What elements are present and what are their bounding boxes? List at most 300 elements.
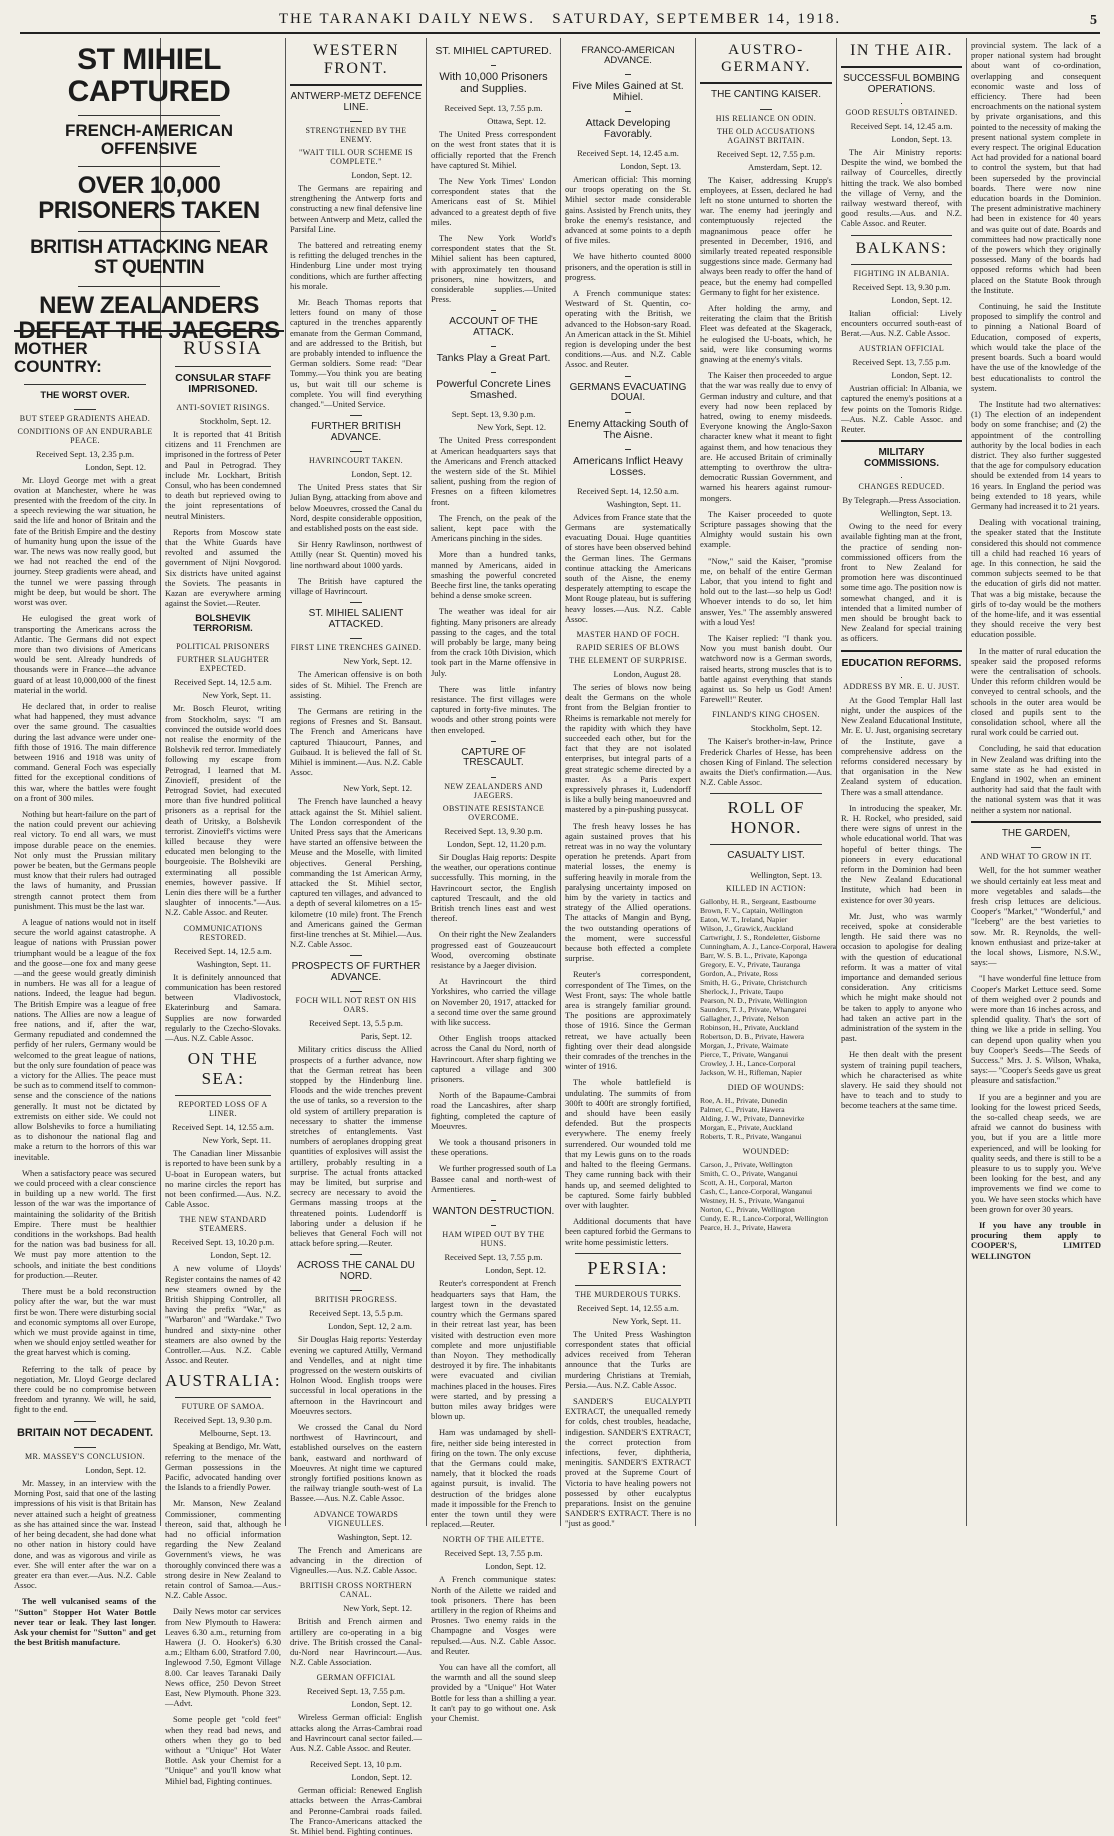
casualty-entry: Cash, C., Lance-Corporal, Wanganui (700, 1186, 813, 1196)
divider (78, 286, 220, 287)
issue-date: SATURDAY, SEPTEMBER 14, 1918. (552, 11, 842, 27)
article-paragraph: Advices from France state that the Germans are systematically evacuating Douai. Huge quantities of stores have been observed behind the German lines. The Germans continue attacking the Americans south of the Aisne, the enemy desperately attempting to escape the Mont Rouge plateau, but is suffering heavy losses.—Aus. N.Z. Cable Assoc. (565, 511, 691, 624)
casualty-entry: Norton, C., Private, Wellington (700, 1204, 795, 1214)
dateline: Melbourne, Sept. 13. (199, 1428, 271, 1439)
divider (625, 376, 631, 377)
britain-not-decadent-head: BRITAIN NOT DECADENT. (16, 1426, 154, 1439)
killed-list (700, 896, 837, 1077)
block-divider (14, 330, 284, 332)
article-paragraph: The Canadian liner Missanbie is reported to have been sunk by a U-boat in European waters, but no marine circles the report has not been confirmed.—Aus. N.Z. Cable Assoc. (165, 1148, 281, 1210)
divider (175, 1397, 271, 1398)
received-line: By Telegraph.—Press Association. (842, 495, 961, 506)
further-advance-head: FURTHER BRITISH ADVANCE. (311, 421, 401, 443)
dateline: London, Sept. 12. (891, 294, 952, 305)
article-paragraph: American official: This morning our troops operating on the St. Mihiel sector made considerable gains. Assisted by French units, they broke the enemy's resistance, and advanced at some points to a depth of five miles. (565, 174, 691, 246)
casualty-entry: Alding, J. W., Private, Dannevirke (700, 1113, 805, 1123)
divider (710, 844, 822, 845)
good-results-head: GOOD RESULTS OBTAINED. (845, 108, 958, 117)
changes-reduced-head: CHANGES REDUCED. (858, 482, 945, 492)
odin-head: HIS RELIANCE ON ODIN. (715, 113, 817, 123)
article-paragraph: Owing to the need for every available fighting man at the front, the practice of sending non-commissioned officers from the front to New Zealand for promotion here was discontinued some time ago. The position now is somewhat changed, and it is intended that a limited number of men should be brought back to New Zealand for special training as officers. (841, 521, 962, 644)
article-paragraph: Reuter's correspondent, correspondent of The Times, on the West Front, says: The whole battle area is strangely familiar ground. The positions are approximately those of 1916. Since the German retreat, we have actually been fighting over their dead alongside their comrades of the trenches in the winter of 1916. (565, 969, 691, 1072)
column-5 (561, 38, 695, 1529)
austro-germany-title: AUSTRO-GERMANY. (721, 42, 811, 75)
article-paragraph: Mr. Beach Thomas reports that letters found on many of those captured in the trenches apparently emanate from the German Command, and are addressed to the British, but are probably intended to influence the German soldiers. Some read: "Dear Tommy.—You think you are beating us, but wait till our scheme is complete. You will find everything changed."—United Service. (290, 297, 422, 410)
what-to-grow-head: AND WHAT TO GROW IN IT. (980, 852, 1092, 862)
casualty-list-head: CASUALTY LIST. (727, 850, 805, 862)
prisoners-supplies-head: With 10,000 Prisoners and Supplies. (439, 71, 548, 95)
dateline: Stockholm, Sept. 12. (199, 416, 271, 427)
loss-of-liner-head: REPORTED LOSS OF A LINER. (178, 1100, 268, 1119)
british-progress-head: BRITISH PROGRESS. (314, 1295, 398, 1305)
attack-developing-head: Attack Developing Favorably. (585, 116, 671, 140)
article-paragraph: The Germans are retiring in the regions of Fresnes and St. Bansaut. The French and Americans have captured Thiaucourt, Pannes, and Guibaud. It is believed the fall of St. Mihiel is imminent.—Aus. N.Z. Cable Assoc. (290, 705, 422, 778)
article-paragraph: The Air Ministry reports: Despite the wind, we bombed the railway of Courcelles, directly hitting the track. We also bombed the village of Verny, and the railway westward thereof, with good results.—Aus. and N.Z. Cable Assoc. and Reuter. (841, 147, 962, 229)
divider (350, 121, 362, 122)
casualty-entry: Saunders, T. J., Private, Whangarei (700, 1004, 807, 1014)
casualty-entry: Smith, C. O., Private, Wanganui (700, 1168, 798, 1178)
article-paragraph: The New York World's correspondent states that the St. Mihiel salient has been captured, with approximately ten thousand prisoners, nine howitzers, and considerable supplies.—United Press. (431, 232, 556, 305)
dateline: London, Sept. 12. (891, 370, 952, 381)
nz-jaegers-head: NEW ZEALANDERS AND JAEGERS. (444, 781, 543, 800)
article-paragraph: Military critics discuss the Allied prospects of a further advance, now that the German retreat has been stopped by the Hindenburg line. Floods and the wide trenches prevent the use of tanks, so a reversion to the old system of artillery preparation is necessary to shatter the immense stretches of entanglements. Vast numbers of aeroplanes dropping great quantities of explosives will assist the artillery, probably resulting in a surprise. The actual fronts attacked may be limited, but surprise and secrecy are necessary to avoid the Germans massing troops at the threatened points. Ludendorff is laboring under a delusion if he believes that General Foch will not attack before spring.—Reuter. (290, 1044, 422, 1249)
column-6 (696, 38, 836, 1526)
casualty-entry: Cartwright, J. S., Rondeletter, Gisborne (700, 932, 821, 942)
article-paragraph: British and French airmen and artillery are co-operating in a big drive. The British crossed the Canal-du-Nord near Havrincourt.—Aus. N.Z. Cable Association. (290, 1616, 422, 1668)
first-line-head: FIRST LINE TRENCHES GAINED. (290, 643, 422, 653)
divider (350, 415, 362, 416)
article-paragraph: Sir Douglas Haig reports: Yesterday evening we captured Attilly, Vermand and Vendelles, and at night time progressed on the western outskirts of Holnon Wood. English troops were successful in local operations in the afternoon in the Havrincourt and Moeuvres sectors. (290, 1334, 422, 1416)
dateline: London, Sept. 12, 11.20 p.m. (447, 838, 546, 849)
dateline: London, Sept. 12. (351, 469, 412, 480)
article-paragraph: German official: Renewed English attacks between the Arras-Cambrai and Peronne-Cambrai roads failed. The Franco-Americans attacked the St. Mihiel bend. Fighting continues. (290, 1785, 422, 1836)
article-paragraph: Concluding, he said that education in New Zealand was drifting into the same state as he had existed in England in 1902, when an eminent authority had said that the fault with the national system was that it was neither a system nor national. (971, 743, 1101, 815)
dateline: London, Sept. 12. (351, 1699, 412, 1710)
standard-steamers-head: THE NEW STANDARD STEAMERS. (179, 1215, 267, 1234)
divider (74, 1447, 96, 1448)
casualty-entry: Morgan, J., Private, Waimate (700, 1040, 789, 1050)
received-line: Received Sept. 13, 2.35 p.m. (36, 448, 134, 459)
received-line: Received Sept. 13, 10.20 p.m. (171, 1237, 275, 1248)
received-line: Received Sept. 13, 9.30 p.m. (174, 1415, 272, 1426)
military-commissions-head: MILITARY COMMISSIONS. (863, 447, 939, 469)
article-paragraph: Speaking at Bendigo, Mr. Watt, referring to the menace of the German possessions in the Pacific, advocated handing over the Islands to a friendly Power. (165, 1441, 281, 1493)
article-paragraph: Mr. Bosch Fleurot, writing from Stockholm, says: "I am convinced the outside world does not realise the enormity of the Bolshevik red terror. Immediately following my escape from Petrograd, I learned that M. Zinovieff, president of the Petrograd Soviet, had executed more than five hundred political prisoners as a reprisal for the death of Uritsky, a Bolshevik terrorist. Zinovieff's victims were killed because they were educated men belonging to the bourgeoisie. The Bolsheviki are exterminating all possible enemies, however passive. If Lenin dies there will be a further slaughter of innocents."—Aus. N.Z. Cable Assoc. and Reuter. (165, 703, 281, 918)
aisne-head: Enemy Attacking South of The Aisne. (567, 417, 689, 441)
divider (350, 1254, 362, 1255)
article-paragraph: Reuter's correspondent at French headquarters says that Ham, the largest town in the devastated country which the Germans spared in their retreat last year, has been visited with destruction even more complete and more unjustifiable than Noyon. They methodically destroyed it by fire. The inhabitants were evacuated and civilian machines placed in the houses. Fires were started, and by pressing a button miles away bridges were blown up. (431, 1278, 556, 1422)
dateline: Washington, Sept. 12. (337, 1531, 412, 1542)
education-reforms-head: EDUCATION REFORMS. (841, 656, 962, 669)
article-paragraph: Mr. Manson, New Zealand Commissioner, commenting thereon, said that, although he had no official information regarding the New Zealand Government's views, he was thoroughly convinced there was a strong desire in New Zealand to retain control of Samoa.—Aus.-N.Z. Cable Assoc. (165, 1498, 281, 1601)
rapid-blows-head: RAPID SERIES OF BLOWS (576, 642, 680, 652)
article-paragraph: provincial system. The lack of a proper national system had brought about want of co-ordination, overlapping and consequent economic waste and loss of efficiency. There had been encroachments on the national system by private organisations, and this pointed to the necessity of making the present national system complete in every respect. The original Education Act had provided for a national board to control the system, but that had been superseded by the provincial boards. There were now nine education boards in the Dominion. The present administrative machinery had been in existence for 40 years and was quite out of date. Boards and committees had now practically none of the powers which they originally possessed. Many of the boards had opposed reforms which had been placed on the Statute Book through the Institute. (971, 40, 1101, 295)
headline-st-mihiel-captured: ST MIHIEL CAPTURED (67, 43, 231, 108)
advert-hot-water-bottle: The well vulcanised seams of the "Sutton" Stopper Hot Water Bottle never tear or leak. They last longer. Ask your chemist for "Sutton" and get the best British manufacture. (14, 1596, 156, 1648)
article-paragraph: The United Press correspondent at American headquarters says that the Americans and French attacked the western side of the St. Mihiel salient, pushing from the region of Fresnes on a fifteen kilometres front. (431, 435, 556, 507)
endurable-peace-head: CONDITIONS OF AN ENDURABLE PEACE. (17, 426, 153, 445)
canting-kaiser-head: THE CANTING KAISER. (710, 89, 821, 100)
casualty-entry: Palmer, C., Private, Hawera (700, 1104, 785, 1114)
obstinate-resistance-head: OBSTINATE RESISTANCE OVERCOME. (442, 803, 545, 822)
received-line: Received Sept. 14, 12.50 a.m. (577, 485, 679, 496)
headline-prisoners-taken: OVER 10,000 PRISONERS TAKEN (38, 171, 260, 224)
divider (710, 793, 822, 794)
article-paragraph: A French communique states: North of the Ailette we raided and took prisoners. There has been artillery in the region of Rheims and Prosnes. Two enemy raids in the Champagne and Vosges were repulsed.—Aus. N.Z. Cable Assoc. and Reuter. (431, 1574, 556, 1656)
future-of-samoa-head: FUTURE OF SAMOA. (181, 1402, 265, 1412)
article-paragraph: We have hitherto counted 8000 prisoners, and the operation is still in progress. (565, 251, 691, 282)
article-paragraph: The United Press states that Sir Julian Byng, attacking from above and below Moeuvres, crossed the Canal du Nord, despite considerable opposition, and established posts on the east side. (290, 482, 422, 534)
article-paragraph: A new volume of Lloyds' Register contains the names of 42 new steamers owned by the British Shipping Controller, all having the prefix "War," as "Warbaron" and "Wardake." Two hundred and sixty-nine other steamers are also owned by the Controller.—Aus. N.Z. Cable Assoc. and Reuter. (165, 1263, 281, 1366)
casualty-entry: Crowley, J. H., Lance-Corporal (700, 1058, 796, 1068)
page-number: 5 (1090, 13, 1098, 28)
casualty-entry: Pearson, N. D., Private, Wellington (700, 995, 808, 1005)
douai-head: GERMANS EVACUATING DOUAI. (569, 381, 687, 404)
dateline: London, Sept. 12. (485, 1265, 546, 1276)
bolshevik-terrorism-head: BOLSHEVIK TERRORISM. (193, 613, 253, 635)
divider (350, 955, 362, 956)
divider (175, 366, 271, 367)
received-line: Received Sept. 13, 9.30 p.m. (444, 825, 543, 836)
dateline: London, Sept. 12. (85, 461, 146, 472)
column-7 (837, 38, 966, 1526)
divider (625, 449, 631, 450)
dateline: New York, Sept. 11. (202, 690, 271, 701)
casualty-entry: Pierce, T., Private, Wanganui (700, 1049, 789, 1059)
article-paragraph: The Institute had two alternatives: (1) The election of an independent body on some franchise; and (2) the appointment of the controlling authority by the local bodies in each district. They also further suggested that the age for compulsory education should be extended from 14 years to 16 years. In England the period was being extended to 18 years, while Germany had increased it to 21 years. (971, 398, 1101, 511)
coopers-footer: If you have any trouble in procuring them apply to COOPER'S, LIMITED WELLINGTON (971, 1220, 1101, 1261)
received-line: Sept. Sept. 13, 9.30 p.m. (451, 409, 536, 420)
dateline: New York, Sept. 12. (343, 1603, 412, 1614)
divider (350, 991, 362, 992)
roll-of-honor-title: ROLL OF HONOR. (727, 798, 805, 838)
dateline: New York, Sept. 11. (612, 1315, 681, 1326)
divider (491, 65, 496, 66)
received-line: Received Sept. 13, 7.55 p.m. (444, 1252, 543, 1263)
article-paragraph: We further progressed south of La Bassee canal and north-west of Armentieres. (431, 1163, 556, 1194)
advert-unique-comfort: You can have all the comfort, all the warmth and all the sound sleep provided by a "Unique" Hot Water Bottle for less than a shilling a year. It can't pay to go without one. Ask your Chemist. (431, 1661, 556, 1723)
canal-du-nord-head: ACROSS THE CANAL DU NORD. (297, 1260, 415, 1282)
article-paragraph: The Kaiser's brother-in-law, Prince Frederick Charles of Hesse, has been chosen King of Finland. The selection awaits the Diet's confirmation.—Aus. N.Z. Cable Assoc. (700, 736, 832, 788)
divider (841, 650, 962, 652)
headline-new-zealanders: NEW ZEALANDERS DEFEAT THE JAEGERS (18, 291, 280, 345)
divider (74, 1421, 96, 1422)
article-paragraph: The United Press correspondent on the west front states that it is officially reported that the French have captured St. Mihiel. (431, 129, 556, 170)
article-paragraph: The series of blows now being dealt the Germans on the whole front from the Belgian frontier to Rheims is remarkable not merely for the rapidity with which they have succeeded each other, but for the fact that they are not isolated enterprises, but integral parts of a great strategic scheme directed by a master. As a Paris expert expressively phrases it, Ludendorff is like a bully being manoeuvred and mastered by a pin-pushing pussycat. (565, 681, 691, 815)
northern-canal-head: BRITISH CROSS NORTHERN CANAL. (299, 1581, 413, 1600)
slaughter-expected-head: FURTHER SLAUGHTER EXPECTED. (176, 655, 270, 674)
masthead (20, 10, 1100, 34)
article-paragraph: A French communique states: Westward of St. Quentin, co-operating with the British, we advanced to the Hobson-sary Road. An American attack in the St. Mihiel region is developing under the best conditions.—Aus. and N.Z. Cable Assoc. and Reuter. (565, 288, 691, 370)
article-paragraph: When a satisfactory peace was secured we could proceed with a clear conscience in building up a new world. The first lesson of the war was the importance of maintaining the solidarity of the British Empire. There must be healthier conditions in the workshops. Bad health for the nation was bad business for all. We must pay more attention to the schools, and initiate the best conditions for production.—Reuter. (14, 1167, 156, 1280)
western-front-title: WESTERN FRONT. (312, 42, 400, 77)
massey-conclusion-head: MR. MASSEY'S CONCLUSION. (25, 1452, 145, 1462)
casualty-entry: Sherlock, J., Private, Taupo (700, 986, 784, 996)
dateline: Washington, Sept. 11. (606, 498, 681, 509)
divider (625, 111, 631, 112)
casualty-entry: Jackson, W. H., Rifleman, Napier (700, 1067, 802, 1077)
article-paragraph: There must be a bold reconstruction policy after the war, but the war must first be won. There were disturbing social and economic symptoms all over Europe, which we must provide against in time, when we should enjoy settled weather for the great harvest which is coming. (14, 1286, 156, 1358)
divider (901, 103, 902, 104)
dateline: London, Sept. 13. (620, 161, 681, 171)
divider (74, 409, 96, 410)
article-paragraph: There was little infantry resistance. The first villages were captured in forty-five minutes. The woods and other strong points were then enveloped. (431, 683, 556, 735)
column-8 (967, 38, 1105, 1526)
salient-attacked-head: ST. MIHIEL SALIENT ATTACKED. (308, 608, 404, 630)
column-4 (427, 38, 560, 1723)
divider (1031, 847, 1041, 848)
article-paragraph: Wireless German official: English attacks along the Arras-Cambrai road and Havrincourt canal sector failed.—Aus. N.Z. Cable Assoc. and Reuter. (290, 1712, 422, 1753)
article-paragraph: On their right the New Zealanders progressed east of Gouzeaucourt Wood, overcoming obstinate resistance by a Jaeger division. (431, 929, 556, 970)
divider (841, 440, 962, 442)
casualty-entry: Brown, F. V., Captain, Wellington (700, 905, 803, 915)
casualty-entry: Barr, W. S. B. L., Private, Kaponga (700, 950, 808, 960)
ailette-head: NORTH OF THE AILETTE. (442, 1535, 545, 1545)
divider (575, 1253, 681, 1254)
received-line: Received Sept. 14, 12.5 a.m. (174, 945, 272, 956)
divider (491, 741, 496, 742)
divider (491, 777, 496, 778)
died-list (700, 1096, 832, 1141)
casualty-entry: Eaton, W. T., Ireland, Napier (700, 914, 788, 924)
article-paragraph: After holding the army, and reiterating the claim that the British Fleet was defeated at the Skagerack, he eulogised the U-boats, which, he said, were like consuming worms gnawing at the enemy's vitals. (700, 302, 832, 364)
killed-in-action-head: KILLED IN ACTION: (725, 883, 807, 893)
franco-american-head: FRANCO-AMERICAN ADVANCE. (581, 45, 675, 66)
dateline: New York, Sept. 12. (343, 783, 412, 794)
received-line: Received Sept. 13, 5.5 p.m. (309, 1308, 403, 1319)
column-2 (161, 334, 285, 1786)
old-accusations-head: THE OLD ACCUSATIONS AGAINST BRITAIN. (716, 126, 816, 145)
headline-british-attacking: BRITISH ATTACKING NEAR ST QUENTIN (30, 237, 268, 278)
ham-wiped-out-head: HAM WIPED OUT BY THE HUNS. (442, 1230, 545, 1249)
casualty-entry: Gregory, E. V., Private, Tauranga (700, 959, 801, 969)
article-paragraph: The French, on the peak of the salient, kept pace with the Americans pinching in the sides. (431, 512, 556, 544)
dateline: Wellington, Sept. 13. (880, 508, 952, 519)
dateline: New York, Sept. 12. (477, 422, 546, 433)
divider (491, 1225, 496, 1226)
article-paragraph: The fresh heavy losses he has again sustained proves that his retreat was in no way the voluntary operation he pretends. Apart from material losses, the enemy is suffering heavily in morale from the paralysing uncertainty imposed on him by the variety in tactics and strategy of the Allied operations. The attacks of Mangin and Byng, the two outstanding operations of the moment, were successful because both effected a complete surprise. (565, 820, 691, 964)
australia-title: AUSTRALIA: (165, 1371, 282, 1391)
albania-head: FIGHTING IN ALBANIA. (853, 268, 950, 278)
divider (625, 74, 631, 75)
article-paragraph: The weather was ideal for air fighting. Many prisoners are already passing to the cages, and the total will probably be large, many being from the crack 10th Division, which took part in the Marne offensive in July. (431, 606, 556, 678)
article-paragraph: The American offensive is on both sides of St. Mihiel. The French are assisting. (290, 669, 422, 700)
divider (851, 264, 952, 265)
article-paragraph: The Kaiser, addressing Krupp's employees, at Essen, declared he had left no stone unturned to shorten the war. The enemy had jeeringly and contemptuously rejected the magnanimous peace offer he presented in December, 1916, and similarly treated repeated responsible suggestions since made. Germany had always been ready to offer the hand of peace, but the enemy had compelled Germany to fight for her existence. (700, 174, 832, 297)
casualty-entry: Robinson, H., Private, Auckland (700, 1022, 799, 1032)
casualty-entry: Pearce, H. J., Private, Hawera (700, 1222, 791, 1232)
wanton-destruction-head: WANTON DESTRUCTION. (432, 1205, 555, 1217)
garden-head: THE GARDEN, (1001, 827, 1071, 839)
dateline: Paris, Sept. 12. (360, 1031, 412, 1042)
account-attack-head: ACCOUNT OF THE ATTACK. (449, 316, 538, 338)
article-paragraph: Nothing but heart-failure on the part of the nation could prevent our achieving real victory. To end all wars, we must impose durable peace on the enemies. Not only must the Prussian military power be beaten, but the Germans people must know that their rulers had outraged the laws of humanity, and Prussian strength cannot protect them from punishment. This must be the last war. (14, 808, 156, 911)
dateline: New York, Sept. 11. (202, 1135, 271, 1146)
article-paragraph: Mr. Lloyd George met with a great ovation at Manchester, where he was presented with the freedom of the city. In a speech reviewing the war situation, he said the life and honor of Britain and the fate of the British Empire and the destiny of humanity hung upon the issue of the war. The news was now really good, but we had not reached the end of the journey. Steep gradients were ahead, and the tunnel we were passing through might be deep, but would be short. The worst was over. (14, 474, 156, 608)
casualty-entry: Gordon, A., Private, Ross (700, 968, 778, 978)
received-line: Received Sept. 12, 7.55 p.m. (717, 148, 815, 159)
article-paragraph: In introducing the speaker, Mr. R. H. Rockel, who presided, said there were signs of unrest in the whole educational world. That was hopeful of better things. The pioneers in every educational reform in the Dominion had been the New Zealand Educational Institute, which had been in existence for over 30 years. (841, 802, 962, 905)
dateline: London, Sept. 12. (85, 1465, 146, 1476)
balkans-title: BALKANS: (855, 239, 948, 257)
received-line: Received Sept. 13, 7.55 p.m. (852, 357, 951, 368)
vigneulles-head: ADVANCE TOWARDS VIGNEULLES. (313, 1509, 399, 1528)
article-paragraph: Continuing, he said the Institute proposed to simplify the control and to pinning a National Board of Education, composed of experts, which would take the place of the present boards. Such a board would have the use of the knowledge of the best educationalists to control the system. (971, 301, 1101, 393)
anti-soviet-head: ANTI-SOVIET RISINGS. (176, 403, 270, 413)
article-paragraph: Austrian official: In Albania, we captured the enemy's positions at a few points on the Tomoris Ridge.—Aus. N.Z. Cable Assoc. and Reuter. (841, 383, 962, 435)
divider (350, 602, 362, 603)
received-line: Received Sept. 14, 12.55 a.m. (577, 1302, 679, 1313)
divider (175, 1095, 271, 1096)
article-paragraph: Mr. Massey, in an interview with the Morning Post, said that one of the lasting impressions of his visit is that Britain has never attained such a height of greatness as she has attained since the war. Instead of her being decadent, she had done what no other nation in history could have done, and was as vigorous and virile as ever. She will enter after the war on a greater era than ever.—Aus. N.Z. Cable Assoc. (14, 1478, 156, 1591)
address-just-head: ADDRESS BY MR. E. U. JUST. (843, 681, 960, 691)
casualty-entry: Roe, A. H., Private, Dunedin (700, 1095, 788, 1105)
dateline: London, Sept. 13. (891, 134, 952, 144)
mother-country-title: MOTHER COUNTRY: (14, 339, 102, 376)
element-surprise-head: THE ELEMENT OF SURPRISE. (569, 655, 687, 665)
advert-sanders-extract: SANDER'S EUCALYPTI EXTRACT, the unequalled remedy for colds, chest troubles, headache, indigestion. SANDER'S EXTRACT, the correct protection from infections, fever, diphtheria, meningitis. SANDER'S EXTRACT proved at the Supreme Court of Victoria to have healing powers not possessed by other eucalyptus preparations. Insist on the genuine SANDER'S EXTRACT. There is no "just as good." (565, 1395, 691, 1529)
concrete-lines-head: Powerful Concrete Lines Smashed. (436, 378, 551, 402)
master-hand-head: MASTER HAND OF FOCH. (576, 629, 680, 639)
received-line: Received Sept. 13, 10 p.m. (310, 1759, 402, 1770)
havrincourt-taken-head: HAVRINCOURT TAKEN. (308, 456, 404, 466)
received-line: Received Sept. 14, 12.55 a.m. (172, 1122, 274, 1133)
article-paragraph: The Kaiser replied: "I thank you. Now you must banish doubt. Our watchword now is a German swords, raised hearts, strong muscles that is to battle against everything that stands against us. So help us God! Amen! Farewell!" Reuter. (700, 633, 832, 705)
article-paragraph: The British have captured the village of Havrincourt. (290, 575, 422, 597)
received-line: Received Sept. 14, 12.5 a.m. (174, 677, 272, 688)
st-mihiel-head: ST. MIHIEL CAPTURED. (435, 45, 552, 57)
dateline: London, Sept. 12. (210, 1250, 271, 1261)
german-official-head: GERMAN OFFICIAL (316, 1673, 396, 1683)
paper-name: THE TARANAKI DAILY NEWS. (278, 11, 535, 27)
divider (24, 384, 146, 385)
communications-restored-head: COMMUNICATIONS RESTORED. (183, 923, 263, 942)
received-line: Received Sept. 13, 7.55 p.m. (307, 1686, 405, 1697)
divider (851, 235, 952, 236)
divider (78, 231, 220, 232)
article-paragraph: More than a hundred tanks, manned by Americans, aided in smashing the powerful concreted Beeche first line, the tanks operating behind a dense smoke screen. (431, 549, 556, 601)
in-the-air-title: IN THE AIR. (850, 42, 953, 59)
consular-head: CONSULAR STAFF IMPRISONED. (175, 372, 271, 396)
russia-title: RUSSIA (183, 338, 263, 359)
article-paragraph: "I have wonderful fine lettuce from Cooper's Market Lettuce seed. Some of them weighed over 2 pounds and were more than 16 inches across, and splendid quality. That's the sort of thing we like a pride in selling. You can depend upon quality when you buy Cooper's Seeds—The Seeds of Success." Mrs. J. S. Wilson, Whaka, says:— "Cooper's Seeds gave us great pleasure and satisfaction." (971, 973, 1101, 1086)
wounded-list (700, 1160, 832, 1232)
article-paragraph: It is reported that 41 British citizens and 11 Frenchmen are imprisoned in the fortress of Peter and Paul in Petrograd. They include Mr. Lockhart, British Consul, who has been condemned to death but reprieved owing to the joint representations of neutral Ministers. (165, 429, 281, 521)
divider (78, 115, 220, 116)
wait-till-head: "WAIT TILL OUR SCHEME IS COMPLETE." (298, 148, 414, 166)
article-paragraph: In the matter of rural education the speaker said the proposed reforms were the centralisation of schools. Under this reform children would be conveyed to central schools, and the schools in the outer area would be closed and pupils sent to the consolidation school, where all the rural work could be carried out. (971, 645, 1101, 738)
divider (491, 346, 496, 347)
advert-motor-service: Daily News motor car services from New Plymouth to Hawera: Leaves 6.30 a.m., returning from Hawera (J. O. Hooker's) 6.30 a.m.; Eltham 6.00, Stratford 7.00, Inglewood 7.50, Egmont Village 8.00. Car leaves Taranaki Daily News office, 250 Devon Street East, New Plymouth. Phone 323.—Advt. (165, 1606, 281, 1709)
article-paragraph: We took a thousand prisoners in these operations. (431, 1136, 556, 1158)
casualty-entry: Morgan, E., Private, Auckland (700, 1122, 793, 1132)
article-paragraph: Italian official: Lively encounters occurred south-east of Berat.—Aus. N.Z. Cable Assoc. (841, 307, 962, 339)
dateline: Amsterdam, Sept. 12. (748, 161, 822, 172)
article-paragraph: The French and Americans are advancing in the direction of Vigneulles.—Aus. N.Z. Cable Assoc. (290, 1544, 422, 1576)
bombing-head: SUCCESSFUL BOMBING OPERATIONS. (843, 73, 960, 95)
worst-over-head: THE WORST OVER. (40, 389, 130, 401)
murderous-turks-head: THE MURDEROUS TURKS. (575, 1289, 681, 1299)
article-paragraph: "Now," said the Kaiser, "promise me, on behalf of the entire German Labor, that you intend to fight and hold out to the last—so help us God! Whoever intends to do so, let him answer, Yes." The assembly answered with a loud Yes! (700, 555, 832, 627)
article-paragraph: Reports from Moscow state that the White Guards have revolted and assumed the government of Nijni Novgorod. Six districts have united against the Soviets. The peasants in Kazan are everywhere arming against the Soviet.—Reuter. (165, 526, 281, 609)
foch-head: FOCH WILL NOT REST ON HIS OARS. (295, 996, 417, 1015)
casualty-entry: Gallonby, H. R., Sergeant, Eastbourne (700, 896, 816, 906)
article-paragraph: The United Press Washington correspondent states that official advices received from Teheran announce that the Turks are murdering Christians at Tremiah, Persia.—Aus. N.Z. Cable Assoc. (565, 1328, 691, 1390)
article-paragraph: The French have launched a heavy attack against the St. Mihiel salient. The London correspondent of the United Press says that the Americans have started an offensive between the Meuse and the Moselle, with limited objectives. General Pershing, commanding the 1st American Army, attacked the St. Mihiel sector, captured ten villages, and advanced to a depth of several kilometres on a 15-kilometre (10 mile) front. The French and Americans gained the German first-line trenches at St. Mihiel.—Aus. N.Z. Cable Assoc. (290, 796, 422, 950)
article-paragraph: He eulogised the great work of transporting the Americans across the Atlantic. The Germans did not expect more than two divisions of Americans would be sent. Already hundreds of thousands were in France—the advance guard of at least 10,000,000 of the finest material in the world. (14, 613, 156, 695)
article-paragraph: The battered and retreating enemy is refitting the deluged trenches in the Hindenburg Line under most trying conditions, which are further affecting his morale. (290, 240, 422, 291)
column-3 (286, 38, 426, 1836)
five-miles-head: Five Miles Gained at St. Mihiel. (572, 79, 684, 103)
divider (350, 638, 362, 639)
article-paragraph: Other English troops attacked across the Canal du Nord, north of Havrincourt. After sharp fighting we captured a village and 300 prisoners. (431, 1033, 556, 1084)
dateline: Wellington, Sept. 13. (750, 869, 822, 880)
dateline: Washington, Sept. 11. (196, 958, 271, 969)
divider (625, 412, 631, 413)
on-the-sea-title: ON THE SEA: (187, 1049, 259, 1089)
article-paragraph: Mr. Just, who was warmly received, spoke at considerable length. He said there was no occasion to apologise for dealing with the question of educational reform. It was a matter of vital importance and demanded serious consideration. Any criticisms which he might make should not be taken to apply to anyone who had taken an active part in the administration of the system in the past. (841, 910, 962, 1044)
received-line: Received Sept. 14, 12.45 a.m. (850, 121, 953, 131)
divider (350, 1290, 362, 1291)
article-paragraph: A league of nations would not in itself secure the world against catastrophe. A league of nations with Prussian power triumphant would be a league of the fox and the goose—one fox and many geese—and the geese would greatly diminish in numbers. He was all for a league of nations. Indeed, the league had begun. The British Empire was a league of free nations. The Allies are now a league of free nations, and if, after the war, Germany repudiated and condemned the perfidy of her rulers, Germany would be welcomed to the great league of nations, but the only sure foundation of peace was a victory for the Allies. The peace must be such as to commend itself to common-sense and the conscience of the nations generally. It must not be dictated by extremists on either side. We could not allow Bolsheviks to force a humiliating as to dishonour the national flag and make a return to the horrors of this war inevitable. (14, 916, 156, 1162)
dateline: London, Sept. 12. (485, 1561, 546, 1572)
article-paragraph: Sir Henry Rawlinson, northwest of Attilly (near St. Quentin) moved his line northward about 1000 yards. (290, 539, 422, 570)
steep-gradients-head: BUT STEEP GRADIENTS AHEAD. (19, 413, 151, 423)
casualty-entry: Westney, H. S., Private, Wanganui (700, 1195, 805, 1205)
article-paragraph: If you are a beginner and you are looking for the lowest priced Seeds, the so-called cheap seeds, we are afraid we cannot do business with you, but if you are a little more experienced, and will be looking for quality seeds, and there is still to be a pleasure to us to supply you. We've been looking for the best, and any improvements we find we come to you. We have seen stocks which have been grown for over 30 years. (971, 1091, 1101, 1214)
dateline: New York, Sept. 12. (343, 656, 412, 667)
casualty-entry: Cunningham, A. J., Lance-Corporal, Hawera (700, 941, 837, 951)
divider (491, 310, 496, 311)
dateline: London, Sept. 12. (351, 170, 412, 180)
dateline: London, Sept. 12, 2 a.m. (328, 1321, 412, 1332)
divider (901, 477, 902, 478)
article-paragraph: Referring to the talk of peace by negotiation, Mr. Lloyd George declared there could be no compromise between freedom and tyranny. We will, he said, fight to the end. (14, 1363, 156, 1415)
article-paragraph: It is definitely announced that communication has been restored between Vladivostock, Ekaterinburg and Samara. Supplies are now forwarded regularly to the Czecho-Slovaks.—Aus. N.Z. Cable Assoc. (165, 971, 281, 1043)
persia-title: PERSIA: (587, 1257, 669, 1278)
strengthened-head: STRENGTHENED BY THE ENEMY. (305, 126, 407, 144)
article-paragraph: The New York Times' London correspondent states that the Americans east of St. Mihiel advanced to a greatest depth of five miles. (431, 175, 556, 227)
divider (971, 821, 1101, 823)
casualty-entry: Scott, A. H., Corporal, Marton (700, 1177, 793, 1187)
divider (290, 84, 422, 86)
casualty-entry: Robertson, D. B., Private, Hawera (700, 1031, 804, 1041)
article-paragraph: He declared that, in order to realise what had happened, they must advance over the same ground. The casualties during the last advance were under one-fifth those of 1916. The main difference between 1916 and 1918 was unity of command. General Foch was especially fitted for the exceptional conditions of this war, where the battles were fought on a front of 300 miles. (14, 700, 156, 803)
received-line: Received Sept. 13, 9.30 p.m. (852, 281, 951, 292)
casualty-entry: Roberts, T. R., Private, Wanganui (700, 1131, 802, 1141)
casualty-entry: Cundy, E. R., Lance-Corporal, Wellington (700, 1213, 829, 1223)
died-of-wounds-head: DIED OF WOUNDS: (727, 1082, 805, 1092)
article-paragraph: North of the Bapaume-Cambrai road the Lancashires, after sharp fighting, completed the capture of Moeuvres. (431, 1090, 556, 1131)
article-paragraph: He then dealt with the present system of training pupil teachers, which he characterised as white slavery. He said they should not have to teach and to study to become teachers at the same time. (841, 1049, 962, 1111)
article-paragraph: The whole battlefield is undulating. The summits of from 300ft to 400ft are strongly fortified, and should have been easily defended. But the prospects everywhere. The enemy freely surrendered. Our wounded told me that my Lewis guns on to the roads and halted to the fleeing Germans. They came running back with their hands up, and seemed delighted to be captured. Some fairly bubbled over with laughter. (565, 1077, 691, 1210)
received-line: Received Sept. 13, 7.55 p.m. (444, 103, 543, 114)
divider (841, 66, 962, 68)
divider (700, 82, 832, 84)
front-headline-block (14, 38, 284, 348)
article-paragraph: Ham was undamaged by shell-fire, neither side being interested in firing on the town. The only excuse that the Germans could make, namely, that it blocked the roads against pursuit, is invalid. The destruction of the bridges alone made it impossible for the French to enter the town until they were replaced.—Reuter. (431, 1427, 556, 1530)
divider (575, 1285, 681, 1286)
headline-french-american-offensive: FRENCH-AMERICAN OFFENSIVE (64, 121, 234, 158)
received-line: Received Sept. 13, 5.5 p.m. (309, 1018, 403, 1029)
article-paragraph: At the Good Templar Hall last night, under the auspices of the New Zealand Educational Institute, Mr. E. U. Just, organising secretary of the Institute, gave a comprehensive address on the reforms considered necessary by that organisation in the New Zealand system of education. There was a small attendance. (841, 694, 962, 797)
column-1 (10, 334, 160, 1648)
article-paragraph: Sir Douglas Haig reports: Despite the weather, our operations continue successfully. This morning, in the Havrincourt sector, the English captured Trescault, and the old British trench lines east and west thereof. (431, 851, 556, 924)
heavy-losses-head: Americans Inflict Heavy Losses. (573, 454, 683, 478)
divider (491, 1200, 496, 1201)
divider (901, 677, 902, 678)
finland-king-head: FINLAND'S KING CHOSEN. (712, 710, 820, 720)
